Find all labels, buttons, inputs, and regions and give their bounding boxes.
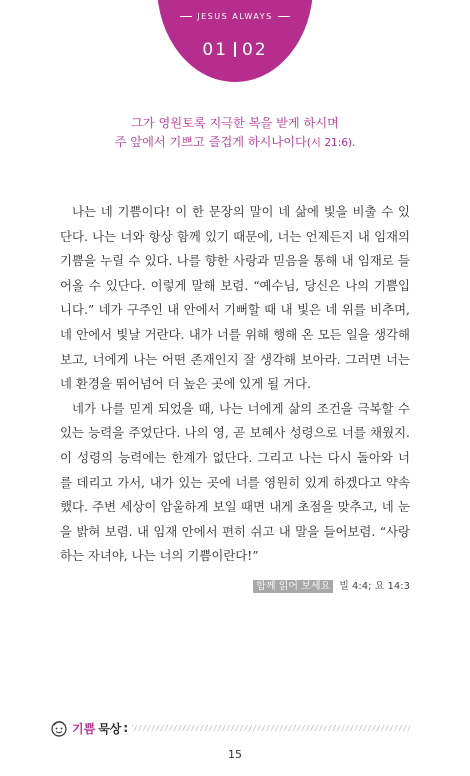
further-reading <box>253 577 410 592</box>
meditation-writing-line[interactable] <box>132 725 410 731</box>
meditation-section <box>50 718 410 738</box>
meditation-label: 기쁨 <box>72 721 96 736</box>
verse-line-1: 그가 영원토록 지극한 복을 받게 하시며 <box>131 116 339 130</box>
dash-left <box>180 16 192 17</box>
verse-line-2-text: 주 앞에서 기쁘고 즐겁게 하시나이다 <box>114 135 307 149</box>
paragraph-2: 네가 나를 믿게 되었을 때, 나는 너에게 삶의 조건을 극복할 수 있는 능력을 주었단다. 나의 영, 곧 보혜사 성령으로 너를 채웠지. 이 성령의 능력에는 한계가 없단다. 그리고 나는 다시 돌아와 너를 데리고 가서, 내가 있는 곳에 너를 영원히 있게 하겠다고 약속했다. 주변 세상이 암울하게 보일 때면 내게 초점을 맞추고, 네 눈을 밝혀 보렴. 내 임재 안에서 편히 쉬고 내 말을 들어보렴. “사랑하는 자녀야, 나는 너의 기쁨이란다!” <box>60 400 410 564</box>
day-number <box>157 40 313 60</box>
page-number: 15 <box>228 748 242 761</box>
verse-reference: (시 21:6). <box>306 137 356 149</box>
day-month: 01 <box>202 40 228 60</box>
series-label <box>157 12 313 21</box>
day-date: 02 <box>242 40 268 60</box>
dash-right <box>278 16 290 17</box>
meditation-title: 묵상 <box>98 721 122 736</box>
day-separator <box>234 42 236 57</box>
series-label-text: JESUS ALWAYS <box>197 12 273 21</box>
further-reading-tag: 함께 읽어 보세요 <box>253 580 333 593</box>
paragraph-1: 나는 네 기쁨이다! 이 한 문장의 말이 네 삶에 빛을 비출 수 있단다. 나는 너와 항상 함께 있기 때문에, 너는 언제든지 내 임재의 기쁨을 누릴 수 있다. 나를 향한 사랑과 믿음을 통해 내 임재로 들어올 수 있단다. 이렇게 말해 보렴. “예수님, 당신은 나의 기쁨입니다.” 네가 구주인 내 안에서 기뻐할 때 내 빛은 네 위를 비추며, 네 안에서 빛날 거란다. 내가 너를 위해 행해 온 모든 일을 생각해 보고, 너에게 나는 어떤 존재인지 잘 생각해 보아라. 그러면 너는 네 환경을 뛰어넘어 더 높은 곳에 있게 될 거다. <box>60 204 410 392</box>
smiley-face-icon <box>50 718 68 738</box>
verse-line-2 <box>40 133 430 153</box>
meditation-colon: : <box>123 721 129 735</box>
scripture-verse <box>40 114 430 153</box>
further-reading-passages: 빌 4:4; 요 14:3 <box>339 581 410 592</box>
devotional-body <box>60 200 410 569</box>
